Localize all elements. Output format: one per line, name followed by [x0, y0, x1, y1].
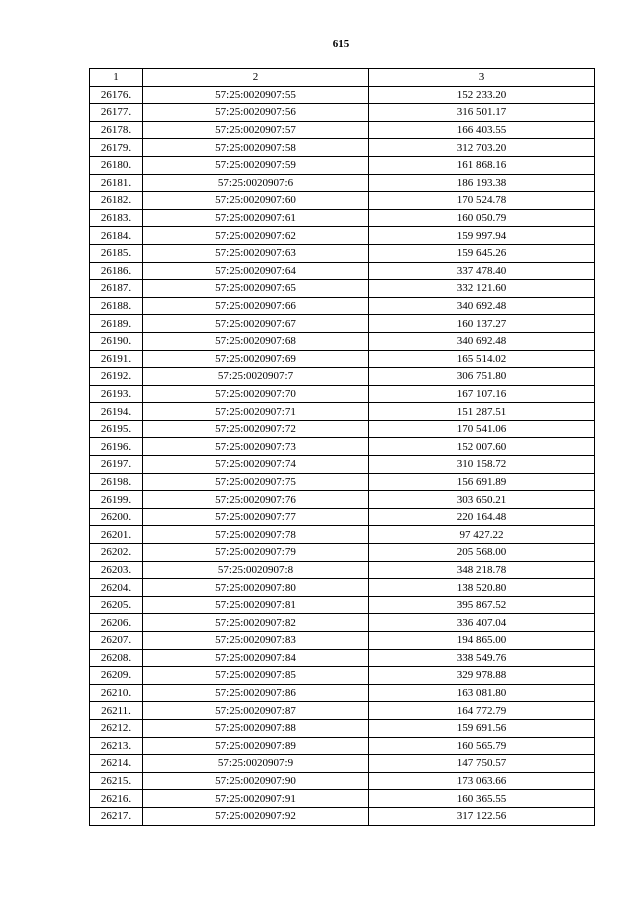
row-number: 26201.	[90, 526, 143, 544]
table-row	[90, 192, 595, 210]
cadastral-number: 57:25:0020907:91	[143, 790, 369, 808]
table-row	[90, 174, 595, 192]
cadastral-table	[89, 68, 595, 826]
row-number: 26197.	[90, 456, 143, 474]
table-row	[90, 350, 595, 368]
table-row	[90, 139, 595, 157]
row-number: 26195.	[90, 420, 143, 438]
cadastral-value: 316 501.17	[369, 104, 595, 122]
table-row	[90, 649, 595, 667]
cadastral-value: 159 997.94	[369, 227, 595, 245]
cadastral-value: 170 524.78	[369, 192, 595, 210]
cadastral-number: 57:25:0020907:58	[143, 139, 369, 157]
row-number: 26215.	[90, 772, 143, 790]
cadastral-number: 57:25:0020907:78	[143, 526, 369, 544]
cadastral-number: 57:25:0020907:59	[143, 156, 369, 174]
table-row	[90, 614, 595, 632]
cadastral-number: 57:25:0020907:70	[143, 385, 369, 403]
table-row	[90, 526, 595, 544]
header-col-1: 1	[90, 69, 143, 87]
row-number: 26183.	[90, 209, 143, 227]
cadastral-value: 164 772.79	[369, 702, 595, 720]
cadastral-value: 205 568.00	[369, 544, 595, 562]
cadastral-value: 159 645.26	[369, 244, 595, 262]
cadastral-number: 57:25:0020907:73	[143, 438, 369, 456]
table-row	[90, 473, 595, 491]
table-row	[90, 403, 595, 421]
cadastral-value: 147 750.57	[369, 755, 595, 773]
row-number: 26211.	[90, 702, 143, 720]
table-row	[90, 262, 595, 280]
row-number: 26177.	[90, 104, 143, 122]
row-number: 26203.	[90, 561, 143, 579]
cadastral-number: 57:25:0020907:65	[143, 280, 369, 298]
row-number: 26182.	[90, 192, 143, 210]
cadastral-number: 57:25:0020907:66	[143, 297, 369, 315]
cadastral-number: 57:25:0020907:69	[143, 350, 369, 368]
row-number: 26184.	[90, 227, 143, 245]
table-row	[90, 86, 595, 104]
cadastral-value: 220 164.48	[369, 508, 595, 526]
cadastral-value: 161 868.16	[369, 156, 595, 174]
row-number: 26206.	[90, 614, 143, 632]
table-row	[90, 368, 595, 386]
cadastral-value: 160 050.79	[369, 209, 595, 227]
cadastral-number: 57:25:0020907:68	[143, 332, 369, 350]
cadastral-value: 152 233.20	[369, 86, 595, 104]
cadastral-number: 57:25:0020907:80	[143, 579, 369, 597]
cadastral-value: 332 121.60	[369, 280, 595, 298]
table-row	[90, 244, 595, 262]
cadastral-value: 336 407.04	[369, 614, 595, 632]
cadastral-value: 163 081.80	[369, 684, 595, 702]
cadastral-number: 57:25:0020907:74	[143, 456, 369, 474]
table-row	[90, 596, 595, 614]
table-row	[90, 156, 595, 174]
table-row	[90, 315, 595, 333]
table-row	[90, 297, 595, 315]
row-number: 26188.	[90, 297, 143, 315]
cadastral-number: 57:25:0020907:64	[143, 262, 369, 280]
cadastral-value: 312 703.20	[369, 139, 595, 157]
row-number: 26209.	[90, 667, 143, 685]
table-row	[90, 209, 595, 227]
cadastral-value: 160 565.79	[369, 737, 595, 755]
table-row	[90, 772, 595, 790]
cadastral-number: 57:25:0020907:90	[143, 772, 369, 790]
row-number: 26176.	[90, 86, 143, 104]
cadastral-number: 57:25:0020907:71	[143, 403, 369, 421]
table-row	[90, 332, 595, 350]
row-number: 26190.	[90, 332, 143, 350]
table-row	[90, 438, 595, 456]
cadastral-number: 57:25:0020907:61	[143, 209, 369, 227]
cadastral-number: 57:25:0020907:55	[143, 86, 369, 104]
table-row	[90, 456, 595, 474]
cadastral-value: 306 751.80	[369, 368, 595, 386]
cadastral-value: 160 137.27	[369, 315, 595, 333]
cadastral-number: 57:25:0020907:82	[143, 614, 369, 632]
cadastral-number: 57:25:0020907:60	[143, 192, 369, 210]
cadastral-value: 310 158.72	[369, 456, 595, 474]
cadastral-number: 57:25:0020907:84	[143, 649, 369, 667]
table-row	[90, 790, 595, 808]
cadastral-number: 57:25:0020907:87	[143, 702, 369, 720]
row-number: 26210.	[90, 684, 143, 702]
cadastral-number: 57:25:0020907:83	[143, 632, 369, 650]
cadastral-number: 57:25:0020907:72	[143, 420, 369, 438]
cadastral-value: 167 107.16	[369, 385, 595, 403]
cadastral-number: 57:25:0020907:75	[143, 473, 369, 491]
cadastral-value: 340 692.48	[369, 332, 595, 350]
cadastral-value: 165 514.02	[369, 350, 595, 368]
cadastral-value: 170 541.06	[369, 420, 595, 438]
table-row	[90, 737, 595, 755]
cadastral-number: 57:25:0020907:89	[143, 737, 369, 755]
row-number: 26185.	[90, 244, 143, 262]
cadastral-number: 57:25:0020907:76	[143, 491, 369, 509]
row-number: 26214.	[90, 755, 143, 773]
cadastral-number: 57:25:0020907:79	[143, 544, 369, 562]
row-number: 26180.	[90, 156, 143, 174]
table-row	[90, 491, 595, 509]
cadastral-value: 303 650.21	[369, 491, 595, 509]
cadastral-value: 340 692.48	[369, 297, 595, 315]
cadastral-value: 138 520.80	[369, 579, 595, 597]
cadastral-number: 57:25:0020907:8	[143, 561, 369, 579]
cadastral-value: 348 218.78	[369, 561, 595, 579]
table-row	[90, 385, 595, 403]
row-number: 26193.	[90, 385, 143, 403]
row-number: 26200.	[90, 508, 143, 526]
table-row	[90, 684, 595, 702]
table-row	[90, 280, 595, 298]
cadastral-number: 57:25:0020907:67	[143, 315, 369, 333]
table-row	[90, 667, 595, 685]
row-number: 26207.	[90, 632, 143, 650]
cadastral-value: 329 978.88	[369, 667, 595, 685]
table-row	[90, 632, 595, 650]
cadastral-value: 173 063.66	[369, 772, 595, 790]
table-row	[90, 121, 595, 139]
row-number: 26212.	[90, 719, 143, 737]
table-row	[90, 702, 595, 720]
table-header-row	[90, 69, 595, 87]
cadastral-number: 57:25:0020907:6	[143, 174, 369, 192]
row-number: 26191.	[90, 350, 143, 368]
table-row	[90, 544, 595, 562]
cadastral-value: 186 193.38	[369, 174, 595, 192]
cadastral-number: 57:25:0020907:9	[143, 755, 369, 773]
cadastral-value: 159 691.56	[369, 719, 595, 737]
header-col-3: 3	[369, 69, 595, 87]
cadastral-value: 337 478.40	[369, 262, 595, 280]
cadastral-number: 57:25:0020907:81	[143, 596, 369, 614]
header-col-2: 2	[143, 69, 369, 87]
cadastral-value: 166 403.55	[369, 121, 595, 139]
cadastral-number: 57:25:0020907:7	[143, 368, 369, 386]
row-number: 26208.	[90, 649, 143, 667]
row-number: 26181.	[90, 174, 143, 192]
cadastral-value: 194 865.00	[369, 632, 595, 650]
table-row	[90, 227, 595, 245]
row-number: 26192.	[90, 368, 143, 386]
cadastral-number: 57:25:0020907:88	[143, 719, 369, 737]
row-number: 26213.	[90, 737, 143, 755]
row-number: 26194.	[90, 403, 143, 421]
table-row	[90, 104, 595, 122]
cadastral-number: 57:25:0020907:63	[143, 244, 369, 262]
cadastral-number: 57:25:0020907:57	[143, 121, 369, 139]
cadastral-number: 57:25:0020907:77	[143, 508, 369, 526]
row-number: 26186.	[90, 262, 143, 280]
row-number: 26189.	[90, 315, 143, 333]
row-number: 26179.	[90, 139, 143, 157]
cadastral-value: 152 007.60	[369, 438, 595, 456]
cadastral-number: 57:25:0020907:62	[143, 227, 369, 245]
row-number: 26205.	[90, 596, 143, 614]
table-row	[90, 508, 595, 526]
row-number: 26199.	[90, 491, 143, 509]
cadastral-number: 57:25:0020907:85	[143, 667, 369, 685]
cadastral-number: 57:25:0020907:56	[143, 104, 369, 122]
cadastral-value: 160 365.55	[369, 790, 595, 808]
row-number: 26216.	[90, 790, 143, 808]
cadastral-value: 395 867.52	[369, 596, 595, 614]
table-row	[90, 807, 595, 825]
row-number: 26196.	[90, 438, 143, 456]
page-number: 615	[332, 38, 350, 50]
table-row	[90, 719, 595, 737]
table-row	[90, 755, 595, 773]
table-row	[90, 579, 595, 597]
table-row	[90, 561, 595, 579]
cadastral-value: 151 287.51	[369, 403, 595, 421]
cadastral-value: 156 691.89	[369, 473, 595, 491]
cadastral-number: 57:25:0020907:86	[143, 684, 369, 702]
row-number: 26178.	[90, 121, 143, 139]
cadastral-number: 57:25:0020907:92	[143, 807, 369, 825]
cadastral-value: 338 549.76	[369, 649, 595, 667]
cadastral-value: 97 427.22	[369, 526, 595, 544]
row-number: 26217.	[90, 807, 143, 825]
row-number: 26187.	[90, 280, 143, 298]
row-number: 26202.	[90, 544, 143, 562]
table-row	[90, 420, 595, 438]
row-number: 26204.	[90, 579, 143, 597]
row-number: 26198.	[90, 473, 143, 491]
cadastral-value: 317 122.56	[369, 807, 595, 825]
